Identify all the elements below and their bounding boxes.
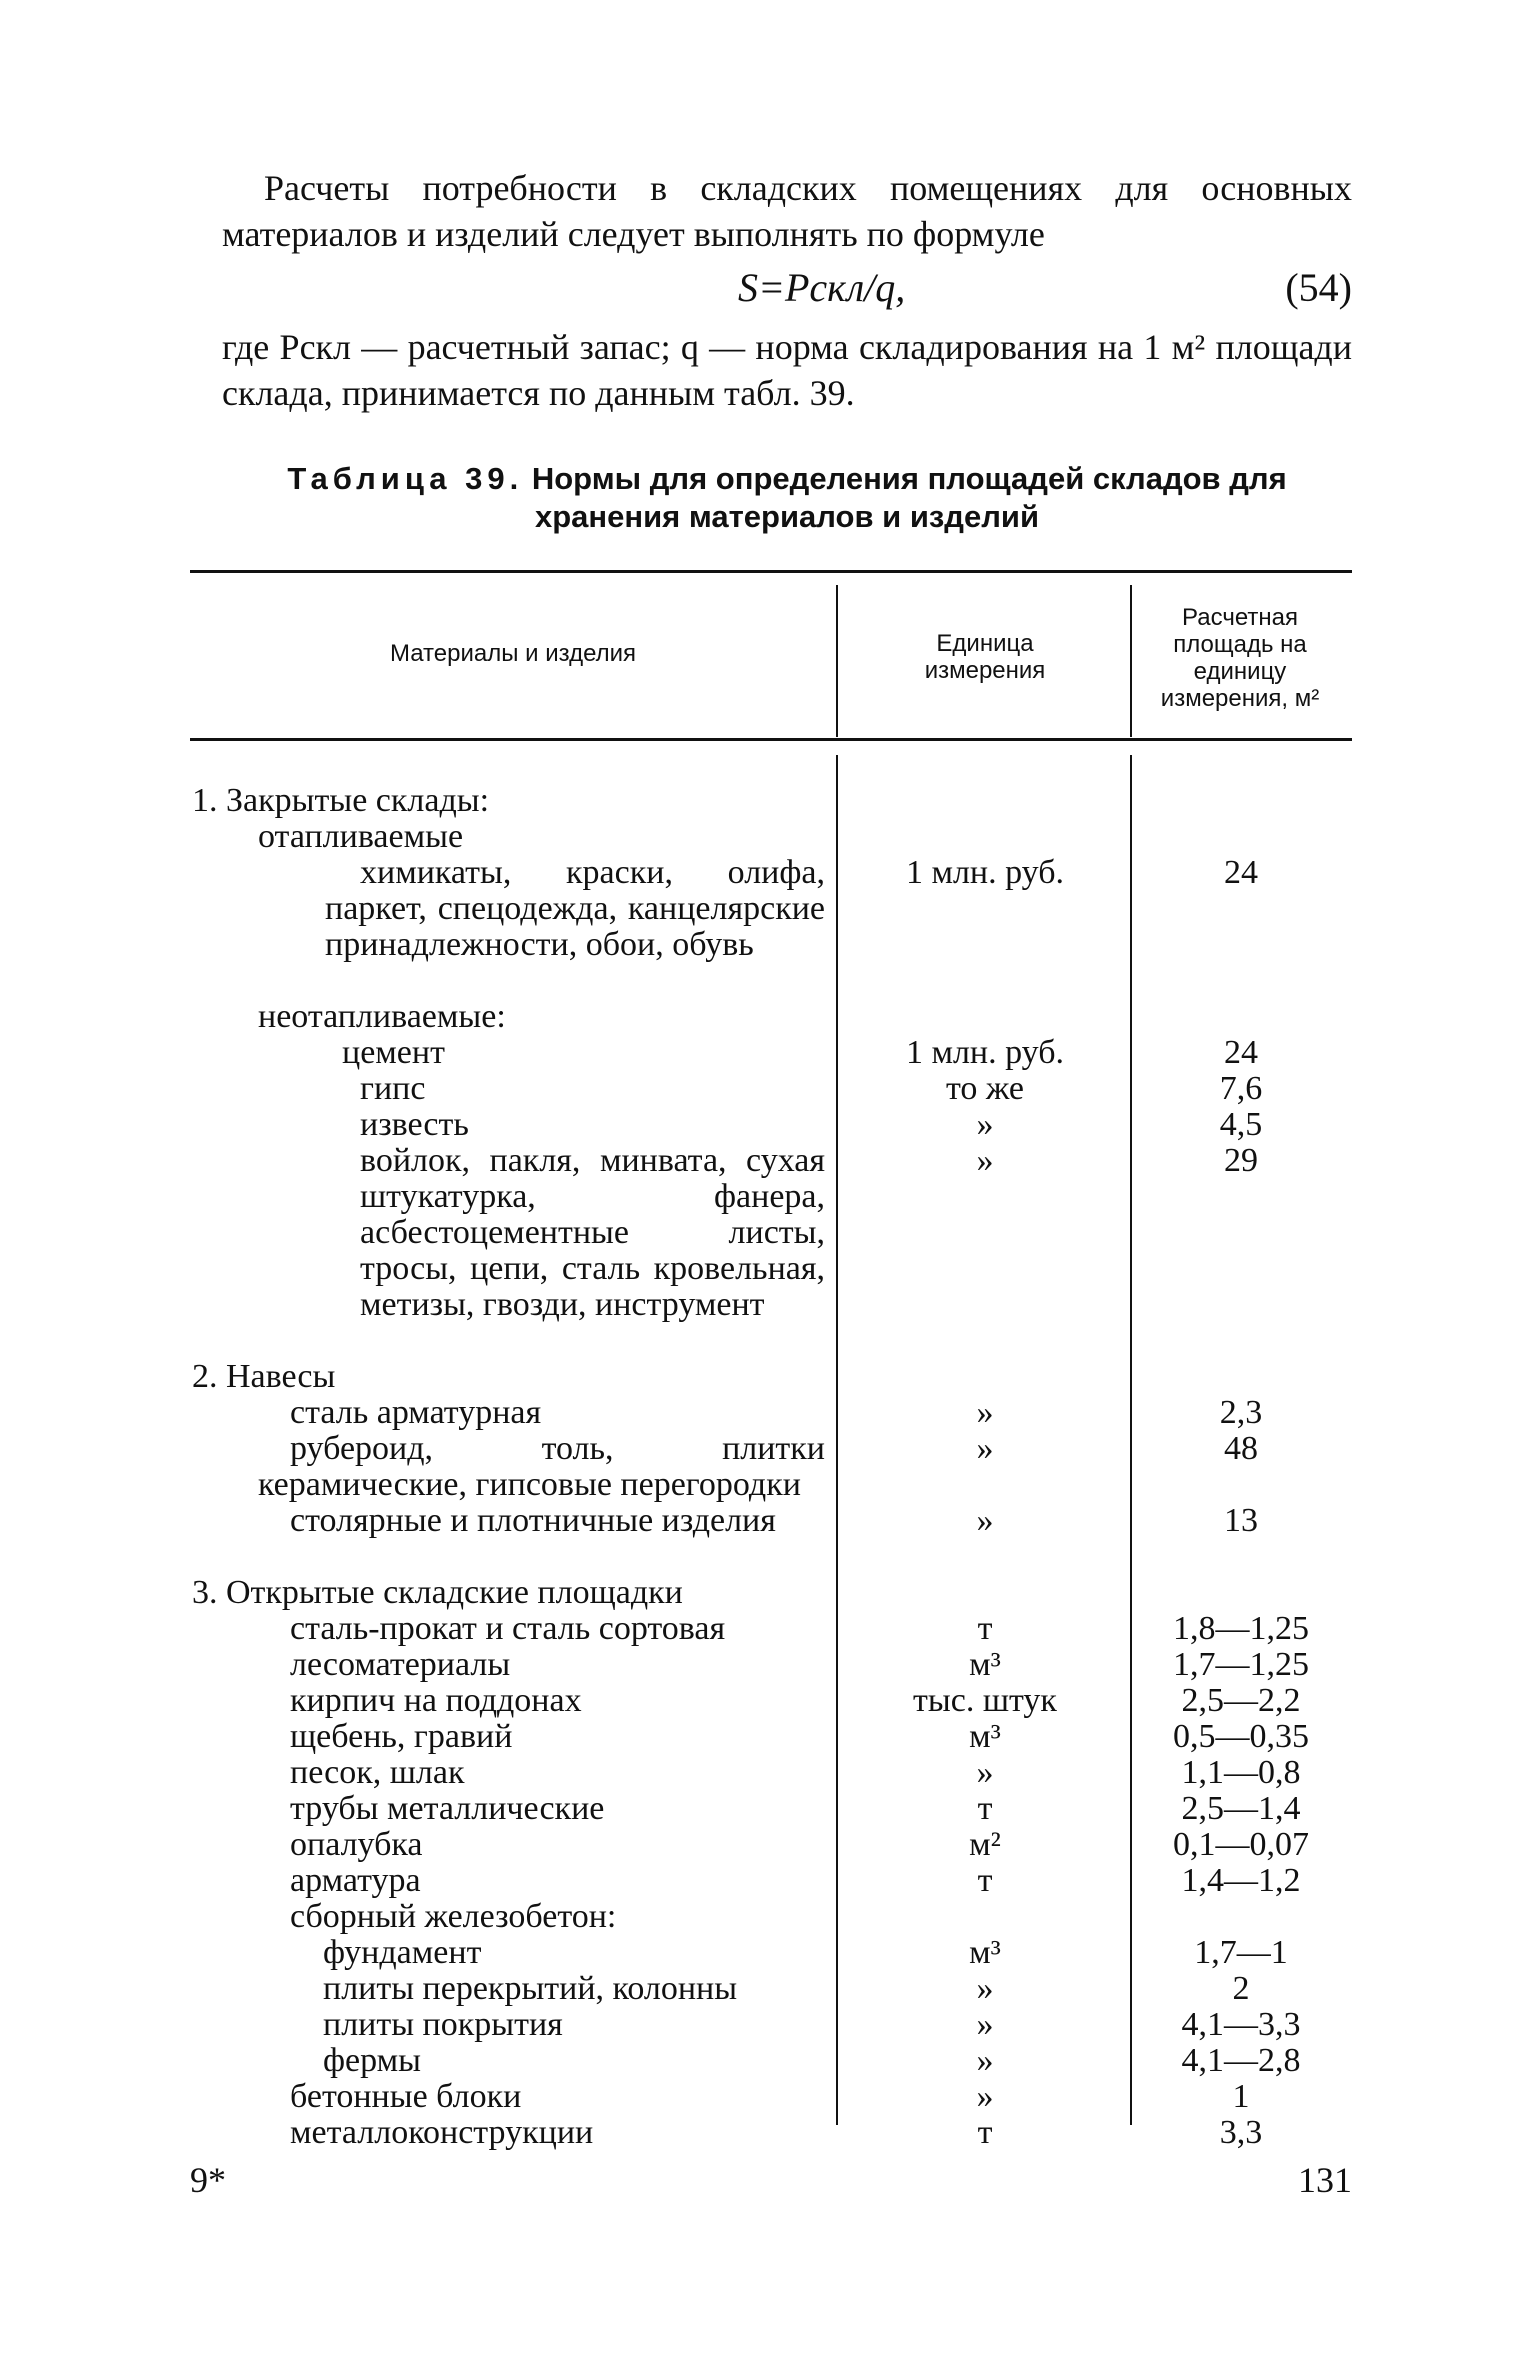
row-unit: тыс. штук <box>913 1682 1057 1719</box>
row-name: опалубка <box>290 1826 423 1863</box>
row-name: 1. Закрытые склады: <box>192 782 490 819</box>
row-name: трубы металлические <box>290 1790 605 1827</box>
row-name: песок, шлак <box>290 1754 465 1791</box>
page-number: 131 <box>1298 2160 1352 2200</box>
table-header-rule <box>190 738 1352 741</box>
row-unit: » <box>976 1754 994 1791</box>
row-unit: м³ <box>969 1934 1001 1971</box>
row-name: 2. Навесы <box>192 1358 336 1395</box>
row-name: лесоматериалы <box>290 1646 511 1683</box>
row-area: 1,7—1,25 <box>1173 1646 1309 1683</box>
row-name: сборный железобетон: <box>290 1898 617 1935</box>
row-unit: » <box>976 2078 994 2115</box>
row-name: плиты перекрытий, колонны <box>323 1970 738 2007</box>
row-unit: » <box>976 1502 994 1539</box>
row-name: металлоконструкции <box>290 2114 594 2151</box>
table-top-rule <box>190 570 1352 573</box>
row-unit: » <box>976 2042 994 2079</box>
row-name: цемент <box>342 1034 445 1071</box>
row-unit: 1 млн. руб. <box>905 1034 1065 1071</box>
row-name: бетонные блоки <box>290 2078 522 2115</box>
explanation-paragraph: где Рскл — расчетный запас; q — норма складирования на 1 м² площади склада, принимается по данным табл. 39. <box>222 327 1352 413</box>
row-name: арматура <box>290 1862 421 1899</box>
row-unit: т <box>977 1610 993 1647</box>
row-name: сталь-прокат и сталь сортовая <box>290 1610 726 1647</box>
table-caption-label: Таблица 39. <box>287 461 524 496</box>
row-unit: т <box>977 1862 993 1899</box>
row-name: неотапливаемые: <box>258 998 506 1035</box>
row-area: 1,8—1,25 <box>1173 1610 1309 1647</box>
row-name: сталь арматурная <box>290 1394 542 1431</box>
signature-mark: 9* <box>190 2160 226 2200</box>
row-unit: 1 млн. руб. <box>905 854 1065 891</box>
row-unit: м³ <box>969 1646 1001 1683</box>
row-area: 4,5 <box>1219 1106 1263 1143</box>
row-area: 1,7—1 <box>1194 1934 1288 1971</box>
row-area: 2,5—1,4 <box>1181 1790 1301 1827</box>
row-unit: » <box>976 1106 994 1143</box>
formula-line <box>0 262 1536 314</box>
header-materials: Материалы и изделия <box>389 640 637 667</box>
row-name: химикаты, краски, олифа, паркет, спецодежда, канцелярские принадлежности, обои, обувь <box>325 854 825 963</box>
header-area: Расчетная площадь на единицу измерения, м² <box>1160 604 1320 712</box>
row-name: фундамент <box>323 1934 482 1971</box>
row-unit: м³ <box>969 1718 1001 1755</box>
row-unit: то же <box>945 1070 1025 1107</box>
row-unit: т <box>977 1790 993 1827</box>
body-divider-1 <box>836 755 838 2125</box>
row-name: столярные и плотничные изделия <box>290 1502 776 1539</box>
row-name: 3. Открытые складские площадки <box>192 1574 683 1611</box>
formula: S=Pскл/q, <box>738 265 906 310</box>
row-area: 24 <box>1224 1034 1258 1071</box>
row-unit: » <box>976 1430 994 1467</box>
intro-paragraph: Расчеты потребности в складских помещениях для основных материалов и изделий следует выполнять по формуле <box>222 168 1352 254</box>
row-area: 0,1—0,07 <box>1173 1826 1309 1863</box>
formula-number: (54) <box>1285 265 1352 310</box>
row-area: 1 <box>1232 2078 1250 2115</box>
table-caption-title: Нормы для определения площадей складов для хранения материалов и изделий <box>531 461 1287 534</box>
row-unit: » <box>976 1970 994 2007</box>
table-caption <box>222 460 1352 536</box>
header-divider-2 <box>1130 585 1132 737</box>
row-area: 3,3 <box>1219 2114 1263 2151</box>
row-area: 29 <box>1224 1142 1258 1179</box>
row-area: 0,5—0,35 <box>1173 1718 1309 1755</box>
row-name: щебень, гравий <box>290 1718 513 1755</box>
row-area: 2,5—2,2 <box>1181 1682 1301 1719</box>
row-name: войлок, пакля, минвата, сухая штукатурка, фанера, асбестоцементные листы, тросы, цепи, сталь кровельная, метизы, гвозди, инструмент <box>360 1142 825 1323</box>
row-unit: т <box>977 2114 993 2151</box>
header-divider-1 <box>836 585 838 737</box>
row-area: 2,3 <box>1219 1394 1263 1431</box>
row-area: 4,1—3,3 <box>1181 2006 1301 2043</box>
row-area: 7,6 <box>1219 1070 1263 1107</box>
row-area: 1,1—0,8 <box>1181 1754 1301 1791</box>
row-name: отапливаемые <box>258 818 464 855</box>
row-area: 48 <box>1224 1430 1258 1467</box>
header-unit: Единица измерения <box>924 630 1046 684</box>
row-unit: » <box>976 2006 994 2043</box>
row-name: гипс <box>360 1070 426 1107</box>
row-area: 13 <box>1224 1502 1258 1539</box>
row-name: кирпич на поддонах <box>290 1682 582 1719</box>
row-unit: » <box>976 1394 994 1431</box>
row-area: 24 <box>1224 854 1258 891</box>
row-unit: м² <box>969 1826 1001 1863</box>
row-name: плиты покрытия <box>323 2006 563 2043</box>
row-name: известь <box>360 1106 469 1143</box>
row-area: 4,1—2,8 <box>1181 2042 1301 2079</box>
row-area: 1,4—1,2 <box>1181 1862 1301 1899</box>
row-unit: » <box>976 1142 994 1179</box>
row-area: 2 <box>1232 1970 1250 2007</box>
row-name: рубероид, толь, плитки керамические, гипсовые перегородки <box>258 1430 825 1503</box>
row-name: фермы <box>323 2042 421 2079</box>
